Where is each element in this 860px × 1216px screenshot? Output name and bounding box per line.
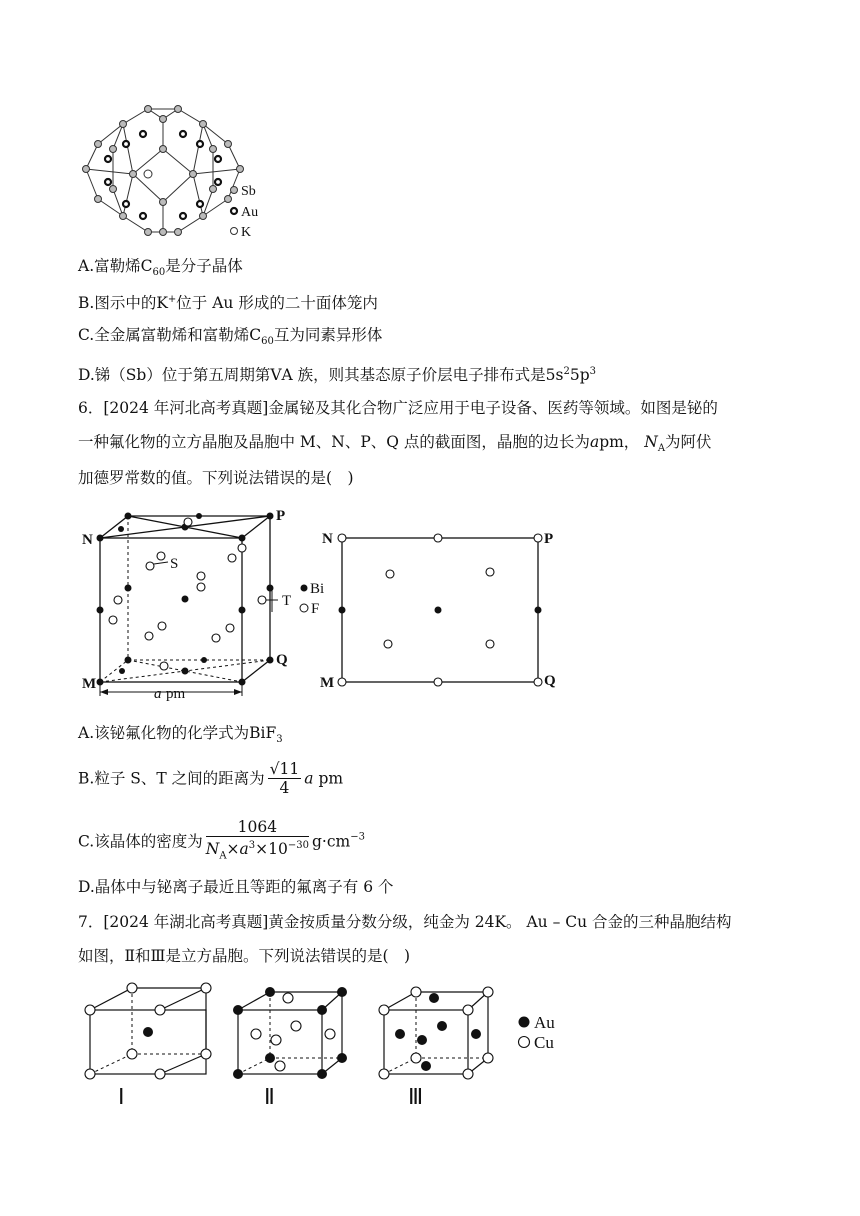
q6-stem-line3: 加德罗常数的值。下列说法错误的是( )	[78, 469, 354, 487]
edge-label-a: a	[154, 686, 162, 702]
q6-option-c: C.该晶体的密度为 $\frac{1064}{N_A\times a^3\times 10^{-30}}$ $g\cdot cm^{-3}$	[78, 818, 365, 862]
particle-label-s: S	[170, 556, 179, 572]
q5-option-b: B.图示中的K+位于 Au 形成的二十面体笼内	[78, 294, 378, 313]
section-label-m: M	[320, 675, 335, 691]
q6-option-d: D.晶体中与铋离子最近且等距的氟离子有 6 个	[78, 878, 394, 896]
legend-f: F	[311, 601, 320, 617]
vertex-label-n: N	[82, 532, 93, 548]
fullerene-cluster-figure	[78, 104, 268, 244]
section-label-q: Q	[544, 673, 556, 689]
vertex-label-q: Q	[276, 652, 288, 668]
section-label-p: P	[544, 531, 554, 547]
particle-label-t: T	[282, 593, 292, 609]
q6-option-a: A.该铋氟化物的化学式为BiF$_3$	[78, 724, 283, 746]
legend-bi: Bi	[310, 581, 325, 597]
edge-label-pm: pm	[166, 686, 186, 702]
legend-au: Au	[241, 205, 259, 220]
legend-sb: Sb	[241, 184, 256, 199]
legend-au: Au	[534, 1013, 555, 1032]
q7-stem-line2: 如图，Ⅱ和Ⅲ是立方晶胞。下列说法错误的是( )	[78, 947, 411, 965]
q5-option-c: C.全金属富勒烯和富勒烯$C_{60}$互为同素异形体	[78, 326, 383, 348]
q6-option-b: B.粒子 S、T 之间的距离为 $\frac{√11}{4}$ a pm	[78, 760, 344, 797]
cell-label-iii: Ⅲ	[408, 1084, 424, 1109]
vertex-label-p: P	[276, 508, 286, 524]
q5-option-a: A.富勒烯$C_{60}$是分子晶体	[78, 257, 243, 279]
q6-stem-line2: 一种氟化物的立方晶胞及晶胞中 M、N、P、Q 点的截面图，晶胞的边长为apm， $N_A$为阿伏	[78, 433, 712, 455]
au-cu-unit-cells-figure	[78, 980, 578, 1110]
q7-stem-line1: 7．[2024 年湖北高考真题]黄金按质量分数分级，纯金为 24K。 Au – Cu 合金的三种晶胞结构	[78, 913, 732, 931]
mnpq-cross-section-figure	[320, 522, 570, 697]
bif3-unit-cell-figure	[78, 500, 338, 710]
cell-label-ii: Ⅱ	[264, 1084, 275, 1109]
cell-label-i: Ⅰ	[118, 1084, 125, 1109]
legend-k: K	[241, 225, 252, 240]
section-label-n: N	[322, 531, 333, 547]
legend-cu: Cu	[534, 1033, 554, 1052]
q6-stem-line1: 6．[2024 年河北高考真题]金属铋及其化合物广泛应用于电子设备、医药等领域。如图是铋的	[78, 399, 718, 417]
vertex-label-m: M	[82, 676, 97, 692]
q5-option-d: D.锑（Sb）位于第五周期第ⅤA 族，则其基态原子价层电子排布式是$5s^25p^3$	[78, 366, 597, 385]
